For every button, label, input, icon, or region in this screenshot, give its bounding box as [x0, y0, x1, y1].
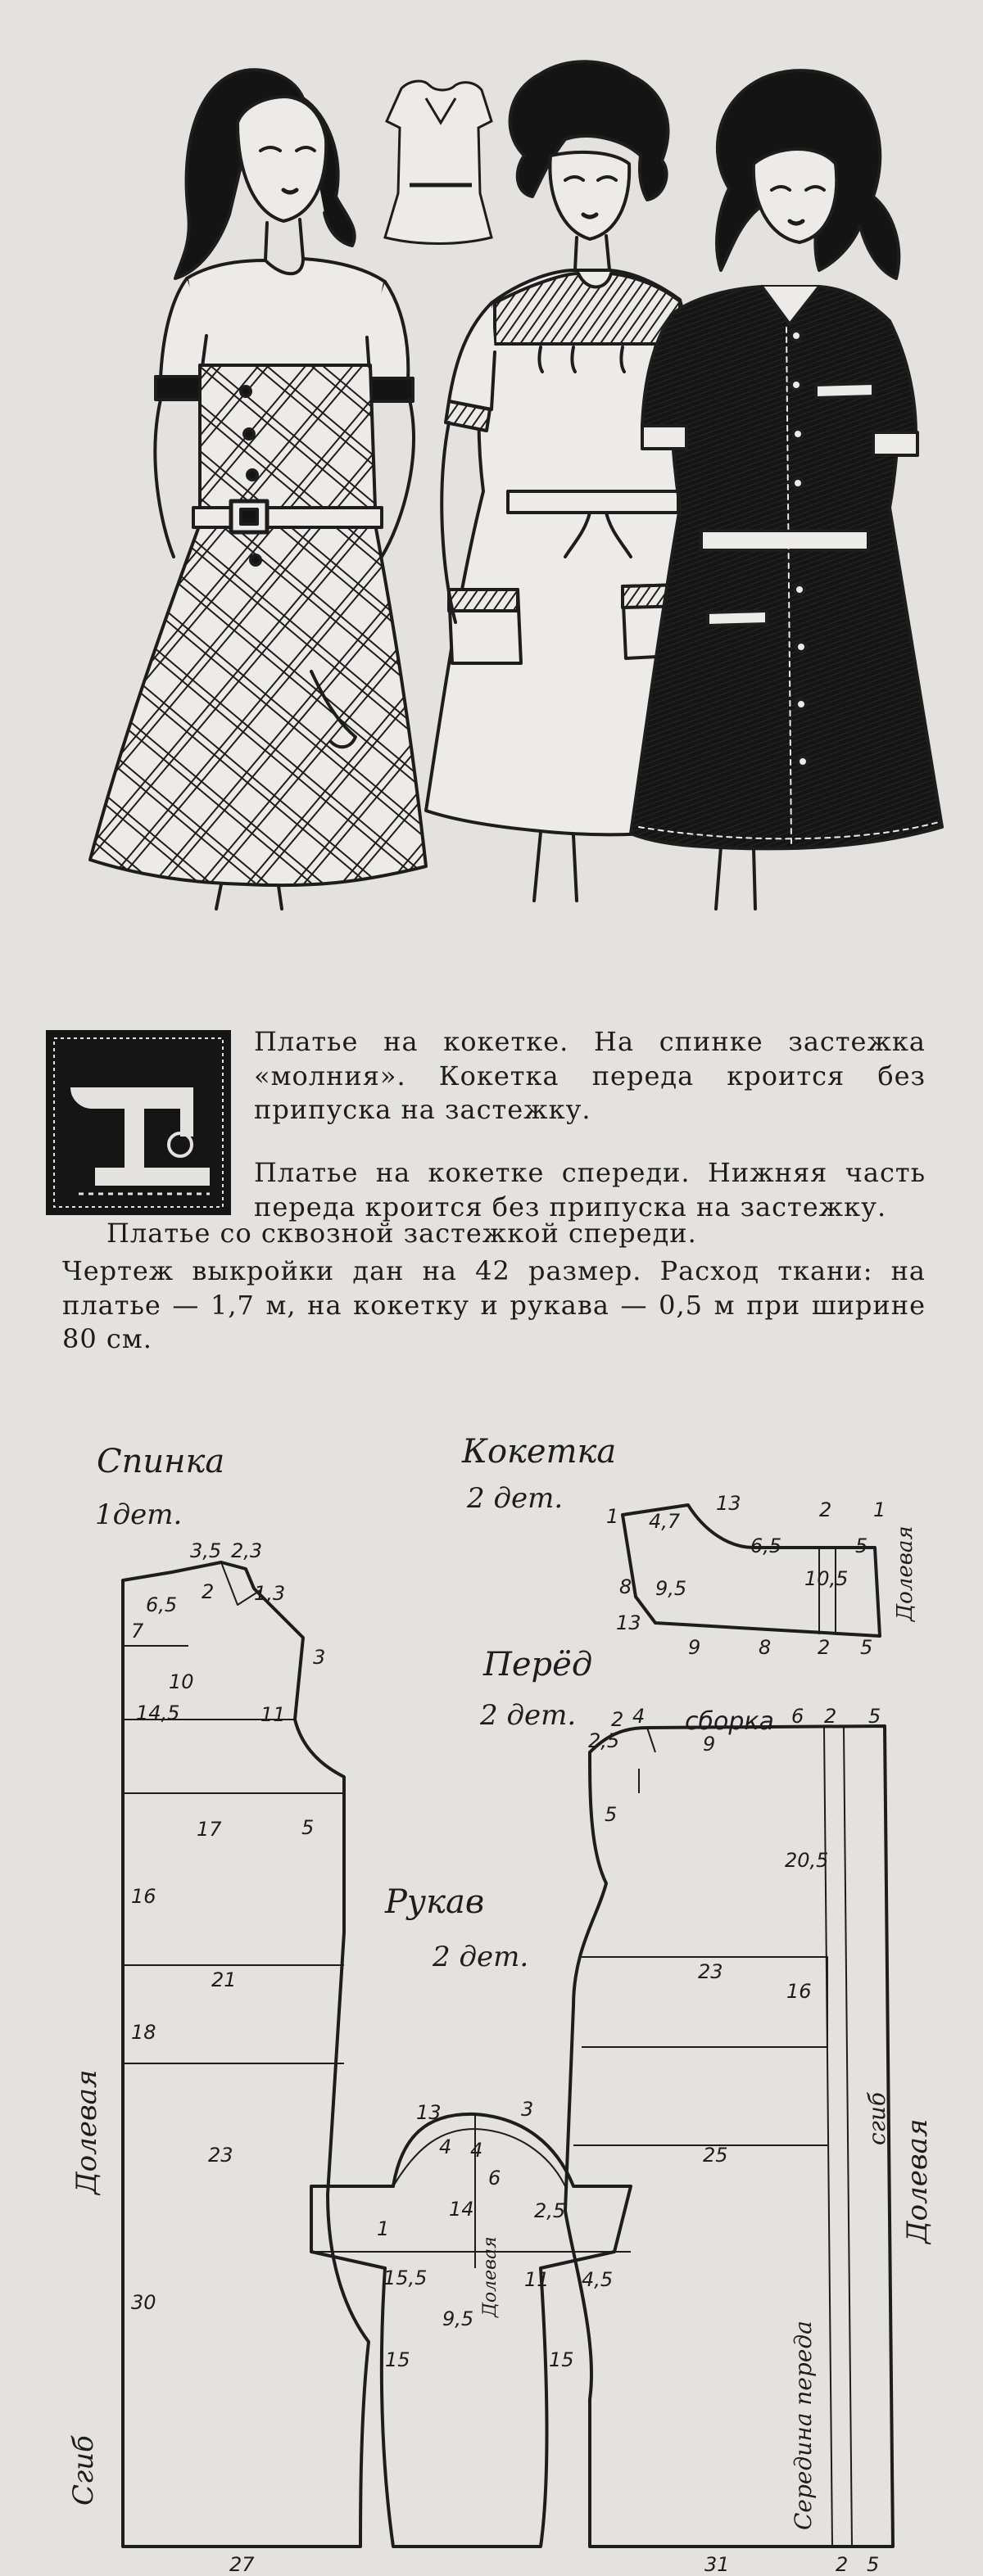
yoke-count: 2 дет.	[467, 1482, 564, 1515]
back-dim: 5	[301, 1816, 315, 1839]
yoke-title: Кокетка	[462, 1433, 617, 1471]
front-dim: 23	[698, 1960, 723, 1983]
sleeve-dim: 1	[377, 2217, 390, 2240]
figure-plaid-dress	[90, 70, 426, 909]
yoke-dim: 13	[716, 1492, 741, 1515]
back-dim: 6,5	[146, 1593, 178, 1616]
sleeve-dim: 4,5	[582, 2268, 614, 2291]
back-dim: 11	[260, 1703, 286, 1726]
back-dim: 3	[313, 1646, 326, 1669]
front-grain-label: Долевая	[901, 2118, 934, 2244]
back-dim: 1,3	[254, 1582, 286, 1605]
sleeve-dim: 15,5	[383, 2266, 428, 2289]
front-fold-label: сгиб	[863, 2092, 890, 2145]
front-dim: 16	[786, 1980, 812, 2003]
sleeve-dim: 6	[488, 2167, 501, 2190]
yoke-dim: 9	[688, 1636, 701, 1659]
paragraph-front-yoke-dress: Платье на кокетке спереди. Нижняя часть переда кроится без припуска на застежку.	[254, 1157, 926, 1222]
yoke-dim: 8	[759, 1636, 772, 1659]
front-gather-label: сборка	[685, 1707, 774, 1736]
yoke-grain-label: Долевая	[893, 1525, 917, 1621]
yoke-dim: 6,5	[750, 1534, 782, 1557]
yoke-dim: 5	[860, 1636, 873, 1659]
yoke-dim: 2	[819, 1498, 832, 1521]
yoke-dim: 8	[619, 1575, 632, 1598]
back-dim: 30	[131, 2291, 156, 2314]
yoke-dim: 4,7	[649, 1510, 681, 1533]
front-dim: 2	[611, 1708, 624, 1731]
sleeve-dim: 3	[521, 2098, 534, 2121]
back-dim: 16	[131, 1885, 156, 1908]
front-dim: 2	[824, 1705, 837, 1728]
sleeve-dim: 11	[524, 2268, 550, 2291]
front-title: Перёд	[483, 1646, 593, 1683]
front-dim: 2,5	[588, 1729, 620, 1752]
sleeve-dim: 15	[549, 2348, 574, 2371]
yoke-dim: 1	[873, 1498, 886, 1521]
sleeve-dim: 4	[439, 2135, 452, 2158]
figure-dark-dress	[631, 70, 942, 909]
back-dim: 18	[131, 2021, 156, 2044]
sleeve-dim: 15	[385, 2348, 410, 2371]
front-dim: 4	[632, 1705, 646, 1728]
back-fold-label: Сгиб	[67, 2435, 100, 2506]
front-dim: 2	[836, 2553, 849, 2576]
back-dim: 7	[131, 1620, 144, 1643]
back-dim: 23	[208, 2144, 233, 2167]
yoke-dim: 9,5	[655, 1577, 687, 1600]
front-dim: 6	[791, 1705, 804, 1728]
sleeve-dim: 13	[416, 2101, 442, 2124]
sleeve-count: 2 дет.	[433, 1941, 529, 1973]
back-title: Спинка	[97, 1443, 225, 1480]
front-dim: 5	[605, 1803, 618, 1826]
back-dim: 2,3	[231, 1539, 263, 1562]
yoke-dim: 1	[606, 1505, 619, 1528]
sewing-machine-icon	[46, 1030, 231, 1215]
sleeve-grain-label: Долевая	[480, 2236, 501, 2317]
yoke-dim: 13	[616, 1611, 641, 1634]
back-dim: 10	[169, 1670, 194, 1693]
back-dim: 2	[202, 1580, 215, 1603]
sleeve-dim: 4	[470, 2139, 483, 2162]
sleeve-title: Рукав	[385, 1883, 485, 1921]
sleeve-dim: 14	[449, 2198, 474, 2221]
front-dim: 31	[704, 2553, 730, 2576]
paragraph-fabric-consumption: Чертеж выкройки дан на 42 размер. Расход ткани: на платье — 1,7 м, на кокетку и рукава — 0,5 м при ширине 80 см.	[62, 1255, 926, 1355]
front-count: 2 дет.	[480, 1699, 577, 1732]
front-dim: 20,5	[785, 1849, 829, 1872]
back-dim: 27	[229, 2553, 255, 2576]
inset-dress-sketch	[385, 81, 492, 243]
front-dim: 5	[868, 1705, 881, 1728]
pattern-drafts	[0, 1408, 983, 2574]
back-count: 1дет.	[95, 1498, 183, 1531]
sleeve-dim: 2,5	[534, 2199, 566, 2222]
front-center-label: Середина переда	[790, 2321, 817, 2530]
back-dim: 14,5	[136, 1702, 180, 1724]
front-dim: 25	[703, 2144, 728, 2167]
yoke-dim: 10,5	[804, 1567, 849, 1590]
fashion-illustration	[0, 0, 983, 958]
yoke-dim: 2	[818, 1636, 831, 1659]
back-dim: 21	[211, 1968, 237, 1991]
yoke-dim: 5	[855, 1534, 868, 1557]
back-dim: 17	[197, 1818, 222, 1841]
front-dim: 9	[703, 1733, 716, 1756]
paragraph-through-fastening: Платье со сквозной застежкой спереди.	[106, 1218, 697, 1249]
paragraph-yoke-dress: Платье на кокетке. На спинке застежка «молния». Кокетка переда кроится без припуска на застежку.	[254, 1026, 926, 1126]
sleeve-dim: 9,5	[442, 2307, 474, 2330]
back-dim: 3,5	[190, 1539, 222, 1562]
front-dim: 5	[867, 2553, 880, 2576]
back-grain-label: Долевая	[70, 2069, 103, 2194]
